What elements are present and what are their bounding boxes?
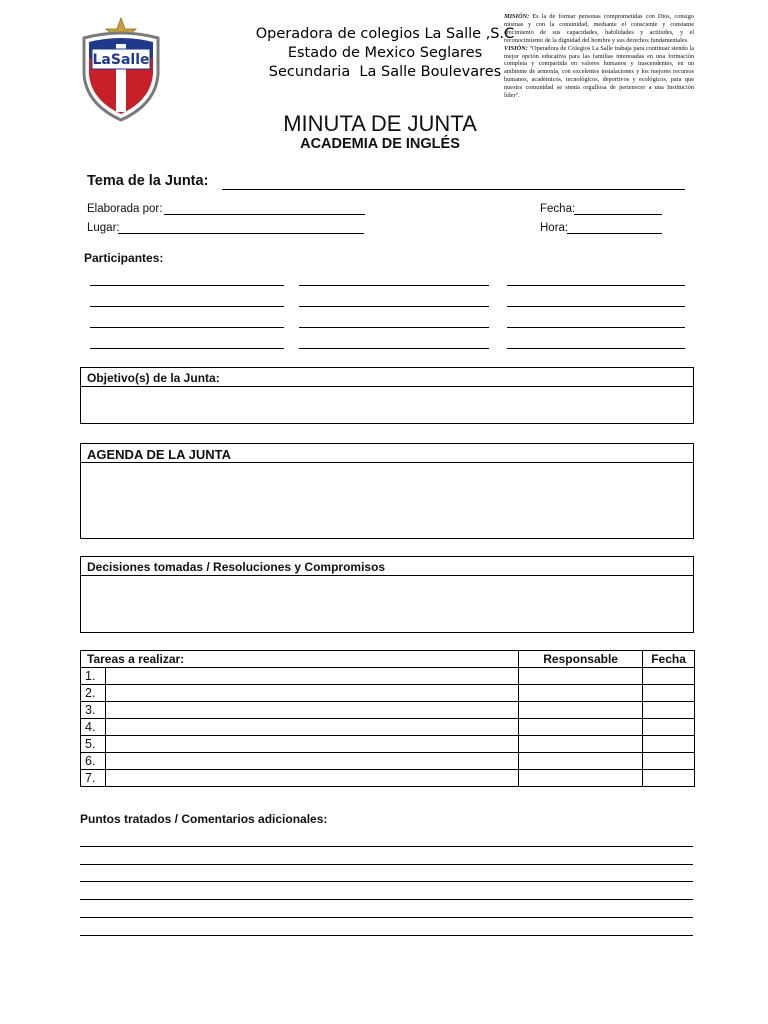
task-description-cell[interactable] (106, 668, 519, 685)
tema-field[interactable] (222, 189, 685, 190)
tasks-header-row (81, 651, 695, 668)
tasks-header-tareas: Tareas a realizar: (81, 651, 519, 668)
task-number: 5. (81, 736, 106, 753)
participant-line[interactable] (90, 306, 284, 307)
task-number: 4. (81, 719, 106, 736)
table-row (81, 719, 695, 736)
participant-line[interactable] (90, 327, 284, 328)
agenda-field[interactable] (81, 463, 693, 538)
decisiones-box (80, 556, 694, 633)
vision-label: VISIÓN: (504, 44, 528, 52)
task-description-cell[interactable] (106, 770, 519, 787)
lugar-label: Lugar: (87, 222, 120, 234)
task-description-cell[interactable] (106, 753, 519, 770)
task-description-cell[interactable] (106, 702, 519, 719)
task-fecha-cell[interactable] (643, 770, 695, 787)
task-responsable-cell[interactable] (519, 702, 643, 719)
comment-line[interactable] (80, 899, 693, 900)
hora-label: Hora: (540, 222, 569, 234)
table-row (81, 685, 695, 702)
tema-label: Tema de la Junta: (87, 173, 209, 189)
task-responsable-cell[interactable] (519, 753, 643, 770)
tasks-body (81, 668, 695, 787)
objetivos-field[interactable] (81, 387, 693, 423)
task-responsable-cell[interactable] (519, 719, 643, 736)
task-fecha-cell[interactable] (643, 736, 695, 753)
task-number: 2. (81, 685, 106, 702)
elaborada-label: Elaborada por: (87, 203, 163, 215)
logo-text: LaSalle (92, 52, 150, 68)
task-fecha-cell[interactable] (643, 702, 695, 719)
task-description-cell[interactable] (106, 736, 519, 753)
fecha-field[interactable] (574, 214, 662, 215)
task-fecha-cell[interactable] (643, 685, 695, 702)
page-subtitle: ACADEMIA DE INGLÉS (300, 136, 460, 152)
page-title: MINUTA DE JUNTA (283, 111, 477, 136)
table-row (81, 668, 695, 685)
comment-line[interactable] (80, 935, 693, 936)
participantes-label: Participantes: (84, 251, 164, 265)
elaborada-field[interactable] (164, 214, 365, 215)
agenda-box (80, 443, 694, 539)
participant-line[interactable] (507, 327, 685, 328)
mission-vision-block (504, 13, 694, 100)
vision-text: "Operadora de Colegios La Salle trabaja para continuar siendo la mejor opción educativa para las familias interesadas en una formación completa y compartida en valores humanos y trascendentes, en un ambiente de armonía, con excelentes instalaciones y los mejores recursos humanos, académicos, tecnológicos, deportivos y ecológicos, para que nuestra comunidad se sienta orgullosa de pertenecer a una Institución líder". (504, 44, 695, 100)
mision-label: MISIÓN: (504, 13, 530, 20)
table-row (81, 702, 695, 719)
table-row (81, 770, 695, 787)
objetivos-header: Objetivo(s) de la Junta: (81, 368, 693, 387)
table-row (81, 753, 695, 770)
header-line-1: Operadora de colegios La Salle ,S.C (255, 26, 515, 42)
task-description-cell[interactable] (106, 719, 519, 736)
table-row (81, 736, 695, 753)
comments-label: Puntos tratados / Comentarios adicionales: (80, 812, 328, 826)
task-description-cell[interactable] (106, 685, 519, 702)
lugar-field[interactable] (118, 233, 364, 234)
participant-line[interactable] (507, 285, 685, 286)
mision-text: Es la de formar personas comprometidas con Dios, consigo mismas y con la comunidad, mediante el consciente y constante crecimiento de sus capacidades, habilidades y actitudes, y el reconocimiento de la dignidad del hombre y sus derechos fundamentales. (504, 13, 695, 44)
participant-line[interactable] (90, 285, 284, 286)
participant-line[interactable] (299, 306, 489, 307)
task-responsable-cell[interactable] (519, 685, 643, 702)
task-number: 7. (81, 770, 106, 787)
tasks-header-fecha: Fecha (643, 651, 695, 668)
task-number: 6. (81, 753, 106, 770)
tasks-table (80, 650, 695, 787)
comment-line[interactable] (80, 864, 693, 865)
header-line-2: Estado de Mexico Seglares (287, 45, 483, 61)
task-fecha-cell[interactable] (643, 719, 695, 736)
participant-line[interactable] (299, 348, 489, 349)
participant-line[interactable] (507, 348, 685, 349)
decisiones-header: Decisiones tomadas / Resoluciones y Compromisos (81, 557, 693, 576)
comment-line[interactable] (80, 881, 693, 882)
task-number: 1. (81, 668, 106, 685)
comment-line[interactable] (80, 846, 693, 847)
task-responsable-cell[interactable] (519, 770, 643, 787)
task-fecha-cell[interactable] (643, 753, 695, 770)
fecha-label: Fecha: (540, 203, 576, 215)
participant-line[interactable] (299, 285, 489, 286)
tasks-header-responsable: Responsable (519, 651, 643, 668)
task-responsable-cell[interactable] (519, 736, 643, 753)
task-responsable-cell[interactable] (519, 668, 643, 685)
participant-line[interactable] (507, 306, 685, 307)
task-number: 3. (81, 702, 106, 719)
participant-line[interactable] (299, 327, 489, 328)
decisiones-field[interactable] (81, 576, 693, 632)
participant-line[interactable] (90, 348, 284, 349)
header-line-3: Secundaria La Salle Boulevares (268, 64, 502, 80)
objetivos-box (80, 367, 694, 424)
agenda-header: AGENDA DE LA JUNTA (81, 444, 693, 463)
hora-field[interactable] (567, 233, 662, 234)
task-fecha-cell[interactable] (643, 668, 695, 685)
comment-line[interactable] (80, 917, 693, 918)
